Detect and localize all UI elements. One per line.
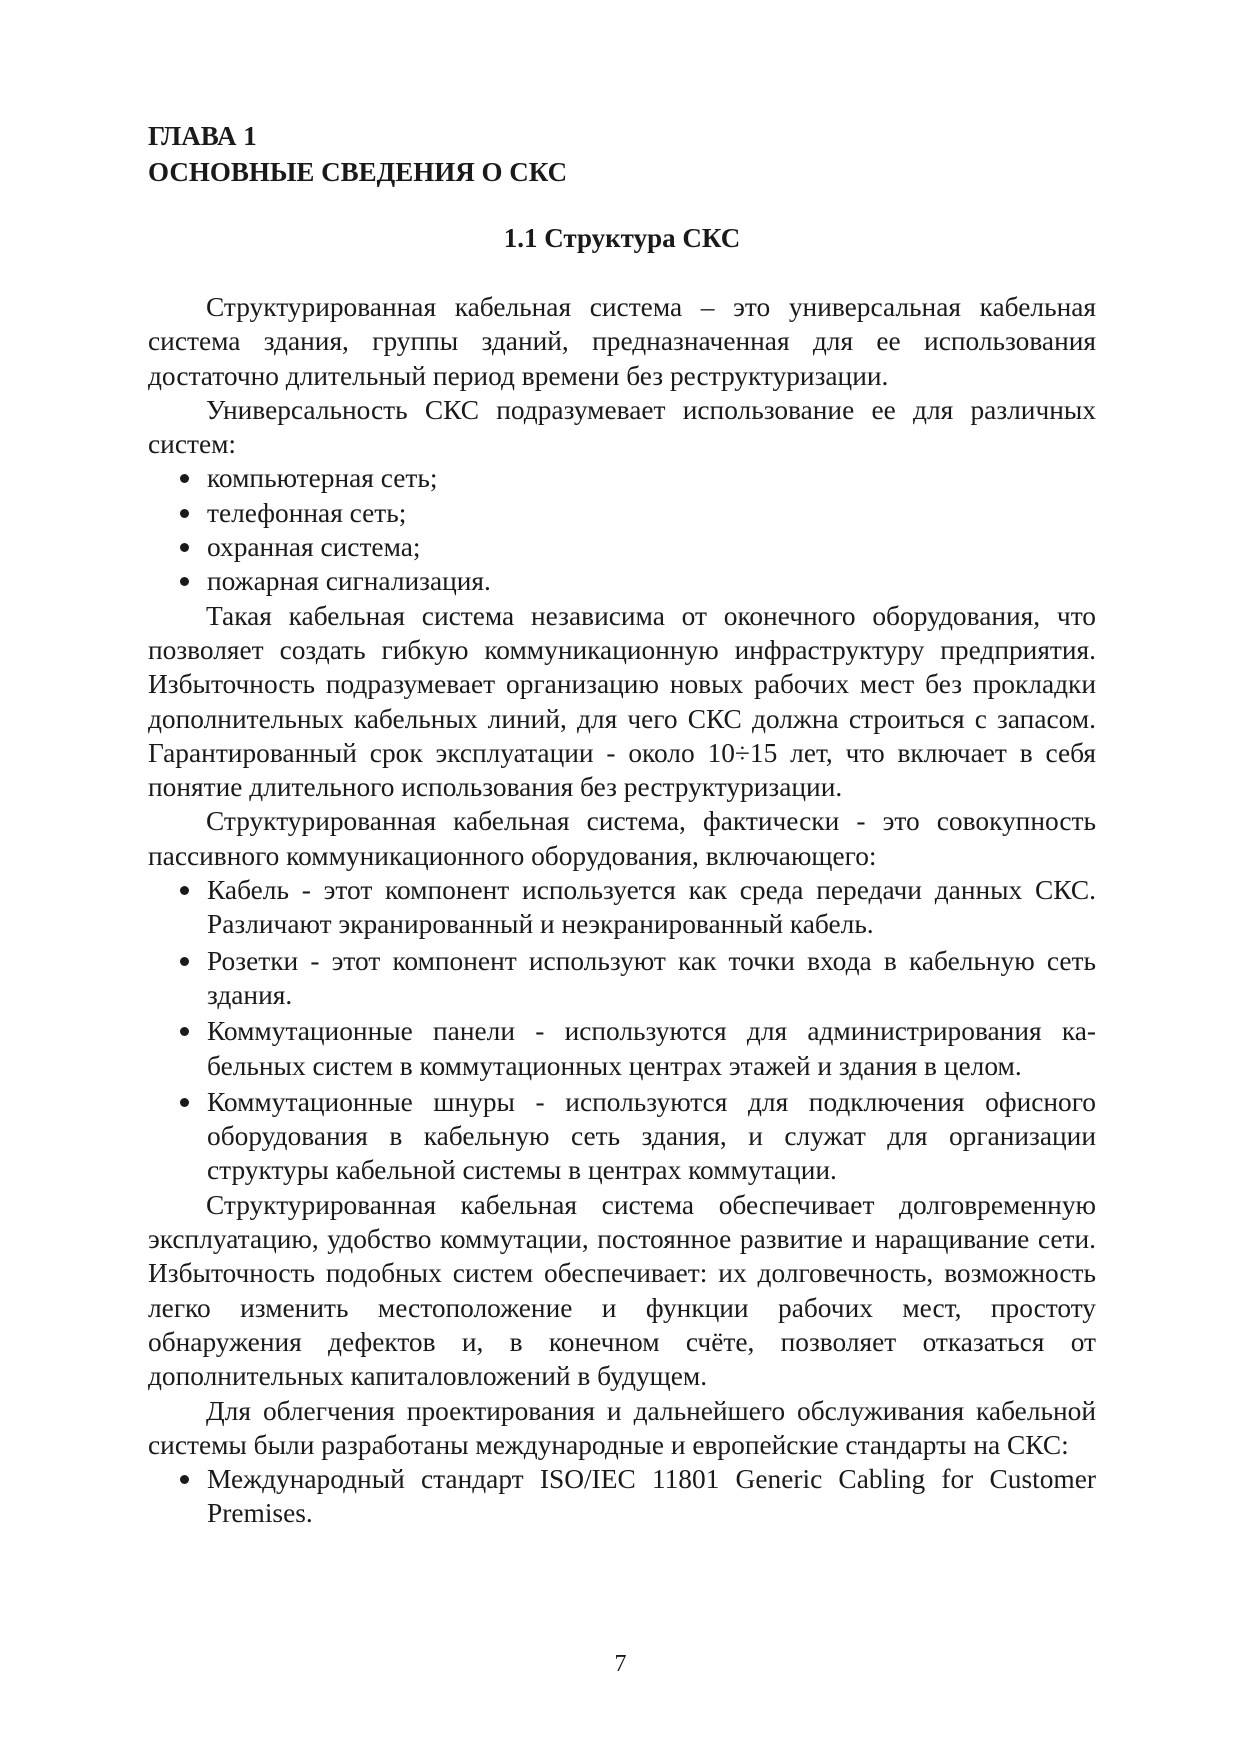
- paragraph-benefits: Структурированная кабельная система обеспечивает долговременную эксплуатацию, удобство коммутации, постоянное развитие и наращивание сети. Избыточность подобных систем обеспечивает: их долговечность, возможность легко изменить местоположение и функции рабочих мест, простоту обнаружения дефектов и, в конечном счёте, позволяет отказаться от дополнительных капиталовложений в будущем.: [148, 1189, 1096, 1392]
- list-item: Розетки - этот компонент используют как точки входа в кабельную сеть здания.: [207, 945, 1096, 1010]
- section-title: 1.1 Структура СКС: [503, 223, 741, 253]
- paragraph-independence: Такая кабельная система независима от оконечного оборудования, что позволяет создать гибкую коммуникационную инфраструктуру предприятия. Избыточность подразумевает организацию новых рабочих мест без прокладки дополнительных кабельных линий, для чего СКС должна строиться с запасом. Гарантированный срок эксплуатации - около 10÷15 лет, что включает в себя понятие длительного использования без реструктуризации.: [148, 600, 1096, 803]
- chapter-heading: [148, 118, 567, 190]
- list-item: Кабель - этот компонент используется как среда передачи данных СКС. Различают экранированный и неэкранированный кабель.: [207, 875, 1096, 940]
- chapter-number: ГЛАВА 1: [148, 121, 257, 151]
- list-item: Коммутационные панели - используются для администрирования кабельных систем в коммутационных центрах этажей и здания в целом.: [207, 1016, 1096, 1081]
- paragraph-universality: Универсальность СКС подразумевает использование ее для различных систем:: [148, 394, 1096, 460]
- standards-list: [148, 1462, 1096, 1531]
- list-item: компьютерная сеть;: [207, 463, 438, 494]
- paragraph-components-intro: Структурированная кабельная система, фактически - это совокупность пассивного коммуникационного оборудования, включающего:: [148, 806, 1096, 871]
- list-item: Коммутационные шнуры - используются для подключения офисного оборудования в кабельную сеть здания, и служат для организации структуры кабельной системы в центрах коммутации.: [207, 1086, 1096, 1186]
- list-item: охранная система;: [207, 532, 421, 563]
- paragraph-definition: Структурированная кабельная система – это универсальная кабельная система здания, группы зданий, предназначенная для ее использования достаточно длительный период времени без реструктуризации.: [148, 292, 1096, 391]
- chapter-title: ОСНОВНЫЕ СВЕДЕНИЯ О СКС: [148, 157, 568, 187]
- page-number: 7: [614, 1651, 627, 1677]
- paragraph-standards-intro: Для облегчения проектирования и дальнейшего обслуживания кабельной системы были разработаны международные и европейские стандарты на СКС:: [148, 1395, 1096, 1460]
- body-text: [148, 290, 1096, 1531]
- list-item: телефонная сеть;: [207, 497, 407, 528]
- list-item: пожарная сигнализация.: [207, 566, 491, 597]
- list-item: Международный стандарт ISO/IEC 11801 Generic Cabling for Customer Premises.: [207, 1464, 1096, 1529]
- components-list: [148, 873, 1096, 1188]
- systems-list: [148, 461, 1096, 598]
